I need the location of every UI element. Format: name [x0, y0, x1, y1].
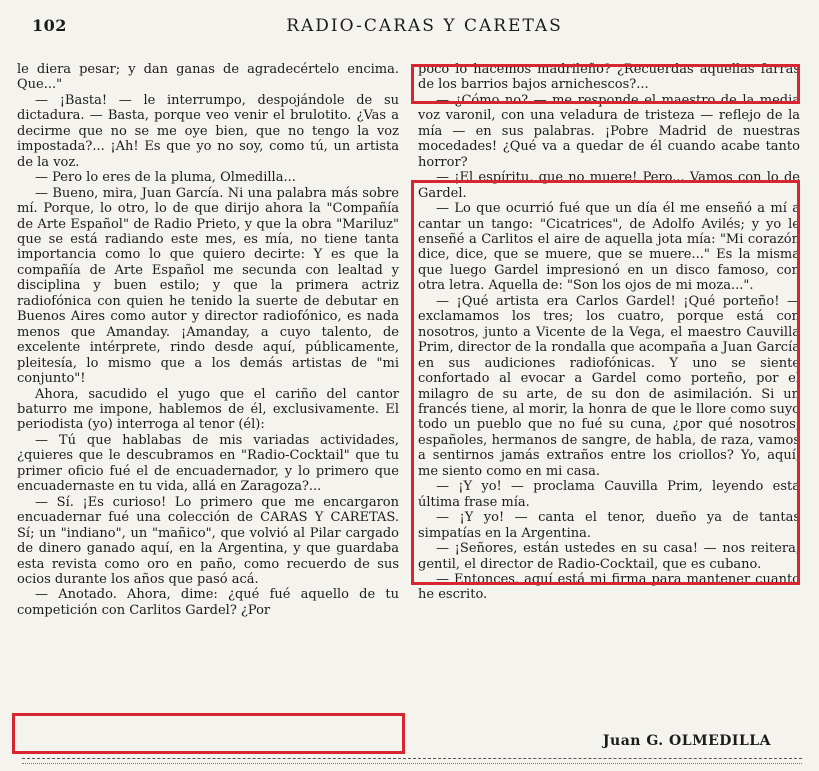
- paragraph: poco lo hacemos madrileño? ¿Recuerdas aquellas farras de los barrios bajos arnichescos?...: [418, 62, 800, 93]
- paragraph: — Anotado. Ahora, dime: ¿qué fué aquello de tu competición con Carlitos Gardel? ¿Por: [17, 587, 399, 618]
- highlight-box: [411, 64, 800, 104]
- paragraph: Ahora, sacudido el yugo que el cariño del cantor baturro me impone, hablemos de él, exclusivamente. El periodista (yo) interroga al tenor (él):: [17, 386, 399, 433]
- journal-title: RADIO-CARAS Y CARETAS: [286, 16, 563, 36]
- left-column: [17, 62, 399, 618]
- paragraph: — Pero lo eres de la pluma, Olmedilla...: [35, 170, 296, 186]
- paragraph: — Bueno, mira, Juan García. Ni una palabra más sobre mí. Porque, lo otro, lo de que dirijo ahora la "Compañía de Arte Español" de Radio Prieto, y que la obra "Mariluz" que se está radiando este mes, es mía, no tiene tanta importancia como lo que quiero decirte: Y es que la compañía de Arte Español me secunda con lealtad y disciplina y buen estilo; y que la primera actriz radiofónica con quien he tenido la suerte de debutar en Buenos Aires como autor y director radiofónico, es nada menos que Amanday. ¡Amanday, a cuyo talento, de excelente intérprete, rindo desde aquí, públicamente, pleitesía, lo mismo que a los demás artistas de "mi conjunto"!: [17, 185, 399, 387]
- highlight-box: [411, 180, 800, 585]
- page-header: [0, 8, 819, 36]
- paragraph: — ¡Basta! — le interrumpo, despojándole de su dictadura. — Basta, porque veo venir el brulotito. ¿Vas a decirme que no se me oye bien, que no tengo la voz impostada?... ¡Ah! Es que yo no soy, como tú, un artista de la voz.: [17, 92, 399, 170]
- paragraph: — ¡Y yo! — proclama Cauvilla Prim, leyendo esta última frase mía.: [418, 479, 800, 510]
- author-signature: Juan G. OLMEDILLA: [602, 733, 771, 749]
- paragraph: — ¡Señores, están ustedes en su casa! — nos reitera, gentil, el director de Radio-Cocktail, que es cubano.: [418, 541, 800, 572]
- bottom-rule: [22, 758, 802, 764]
- paragraph: le diera pesar; y dan ganas de agradecértelo encima. Que...": [17, 62, 399, 93]
- highlight-box: [12, 713, 405, 754]
- paragraph: — ¿Cómo no? — me responde el maestro de la media voz varonil, con una veladura de tristeza — reflejo de la mía — en sus palabras. ¡Pobre Madrid de nuestras mocedades! ¿Qué va a quedar de él cuando acabe tanto horror?: [418, 92, 800, 170]
- paragraph: — Sí. ¡Es curioso! Lo primero que me encargaron encuadernar fué una colección de CARAS Y CARETAS. Sí; un "indiano", un "mañico", que volvió al Pilar cargado de dinero ganado aquí, en la Argentina, y que guardaba esta revista como oro en paño, como recuerdo de sus ocios durante los años que pasó acá.: [17, 494, 399, 587]
- paragraph: — Lo que ocurrió fué que un día él me enseñó a mí a cantar un tango: "Cicatrices", de Adolfo Avilés; y yo le enseñé a Carlitos el aire de aquella jota mía: "Mi corazón dice, dice, que se muere, que se muere..." Es la misma que luego Gardel impresionó en un disco famoso, con otra letra. Aquella de: "Son los ojos de mi moza...".: [418, 201, 800, 294]
- paragraph: — Tú que hablabas de mis variadas actividades, ¿quieres que le descubramos en "Radio-Cocktail" que tu primer oficio fué el de encuadernador, y lo primero que encuadernaste en tu vida, allá en Zaragoza?...: [17, 432, 399, 495]
- paragraph: — ¡Qué artista era Carlos Gardel! ¡Qué porteño! — exclamamos los tres; los cuatro, porque está con nosotros, junto a Vicente de la Vega, el maestro Cauvilla Prim, director de la rondalla que acompaña a Juan García en sus audiciones radiofónicas. Y uno se siente confortado al evocar a Gardel como porteño, por el milagro de su arte, de su don de asimilación. Si un francés tiene, al morir, la honra de que le llore como suyo todo un pueblo que no fué su cuna, ¿por qué nosotros, españoles, hermanos de sangre, de habla, de raza, vamos a sentirnos jamás extraños entre los criollos? Yo, aquí, me siento como en mi casa.: [418, 293, 800, 479]
- page-number: 102: [32, 16, 67, 35]
- paragraph: — Entonces, aquí está mi firma para mantener cuanto he escrito.: [418, 571, 800, 603]
- paragraph: — ¡Y yo! — canta el tenor, dueño ya de tantas simpatías en la Argentina.: [418, 510, 800, 541]
- paragraph: — ¡El espíritu, que no muere! Pero... Vamos con lo de Gardel.: [418, 170, 800, 201]
